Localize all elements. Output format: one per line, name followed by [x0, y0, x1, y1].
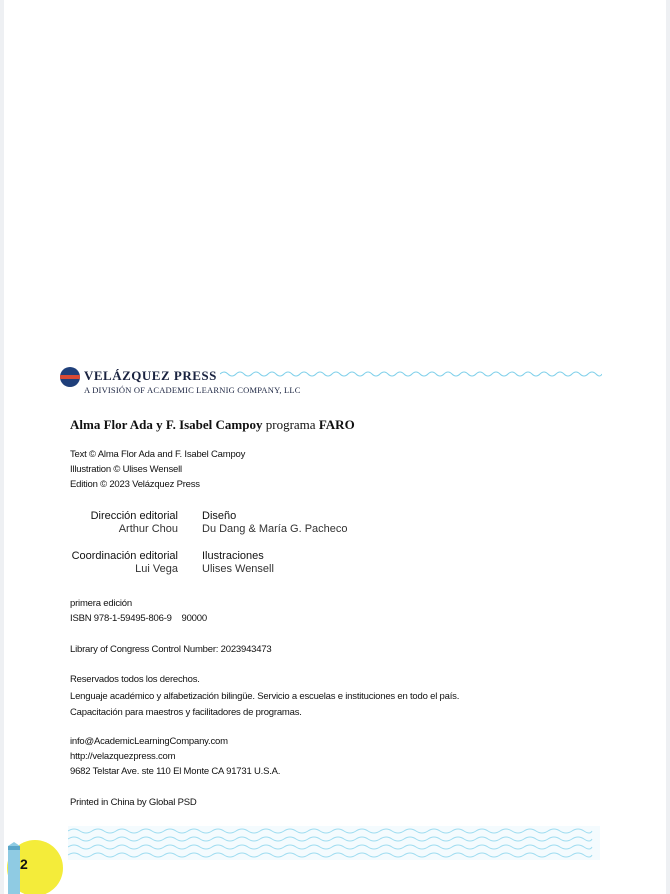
rights-line: Reservados todos los derechos.	[70, 674, 200, 685]
copyright-line: Illustration © Ulises Wensell	[70, 464, 182, 475]
publisher-subtitle: A DIVISIÓN OF ACADEMIC LEARNIG COMPANY, LLC	[84, 385, 301, 395]
rights-line: Lenguaje académico y alfabetización bilingüe. Servicio a escuelas e instituciones en todo el país.	[70, 690, 460, 702]
credit-title: Dirección editorial	[90, 510, 178, 522]
page-number: 2	[20, 856, 28, 872]
copyright-line: Edition © 2023 Velázquez Press	[70, 479, 200, 490]
bottom-wave-decoration-icon	[68, 826, 600, 860]
rights-block	[70, 672, 459, 722]
publisher-header	[60, 366, 602, 396]
credit-name: Du Dang & María G. Pacheco	[202, 523, 348, 535]
printed-text: Printed in China by Global PSD	[70, 797, 197, 808]
credit-name: Lui Vega	[135, 563, 178, 575]
program-word: programa	[265, 417, 316, 432]
wave-divider-icon	[220, 368, 602, 380]
lccn-text: Library of Congress Control Number: 2023943473	[70, 644, 272, 655]
edition-text: primera edición	[70, 598, 132, 609]
edition-block	[70, 596, 207, 626]
contact-block	[70, 734, 280, 779]
publisher-logo-icon	[60, 367, 80, 387]
program-name: FARO	[318, 417, 355, 432]
copyright-line: Text © Alma Flor Ada and F. Isabel Campoy	[70, 449, 246, 460]
credit-name: Ulises Wensell	[202, 563, 274, 575]
rights-line: Capacitación para maestros y facilitadores de programas.	[70, 707, 302, 718]
contact-address: 9682 Telstar Ave. ste 110 El Monte CA 91731 U.S.A.	[70, 766, 281, 777]
publisher-name: VELÁZQUEZ PRESS	[84, 368, 217, 383]
contact-website: http://velazquezpress.com	[70, 751, 176, 762]
credit-title: Diseño	[202, 510, 237, 522]
contact-email: info@AcademicLearningCompany.com	[70, 736, 228, 747]
program-authors: Alma Flor Ada y F. Isabel Campoy	[70, 417, 263, 432]
credit-title: Coordinación editorial	[71, 550, 178, 562]
page-number-badge-icon	[4, 838, 64, 894]
program-title	[70, 417, 355, 433]
credit-title: Ilustraciones	[202, 550, 264, 562]
credit-name: Arthur Chou	[118, 523, 178, 535]
isbn-text: ISBN 978-1-59495-806-9 90000	[70, 613, 207, 624]
copyright-block	[70, 447, 245, 492]
